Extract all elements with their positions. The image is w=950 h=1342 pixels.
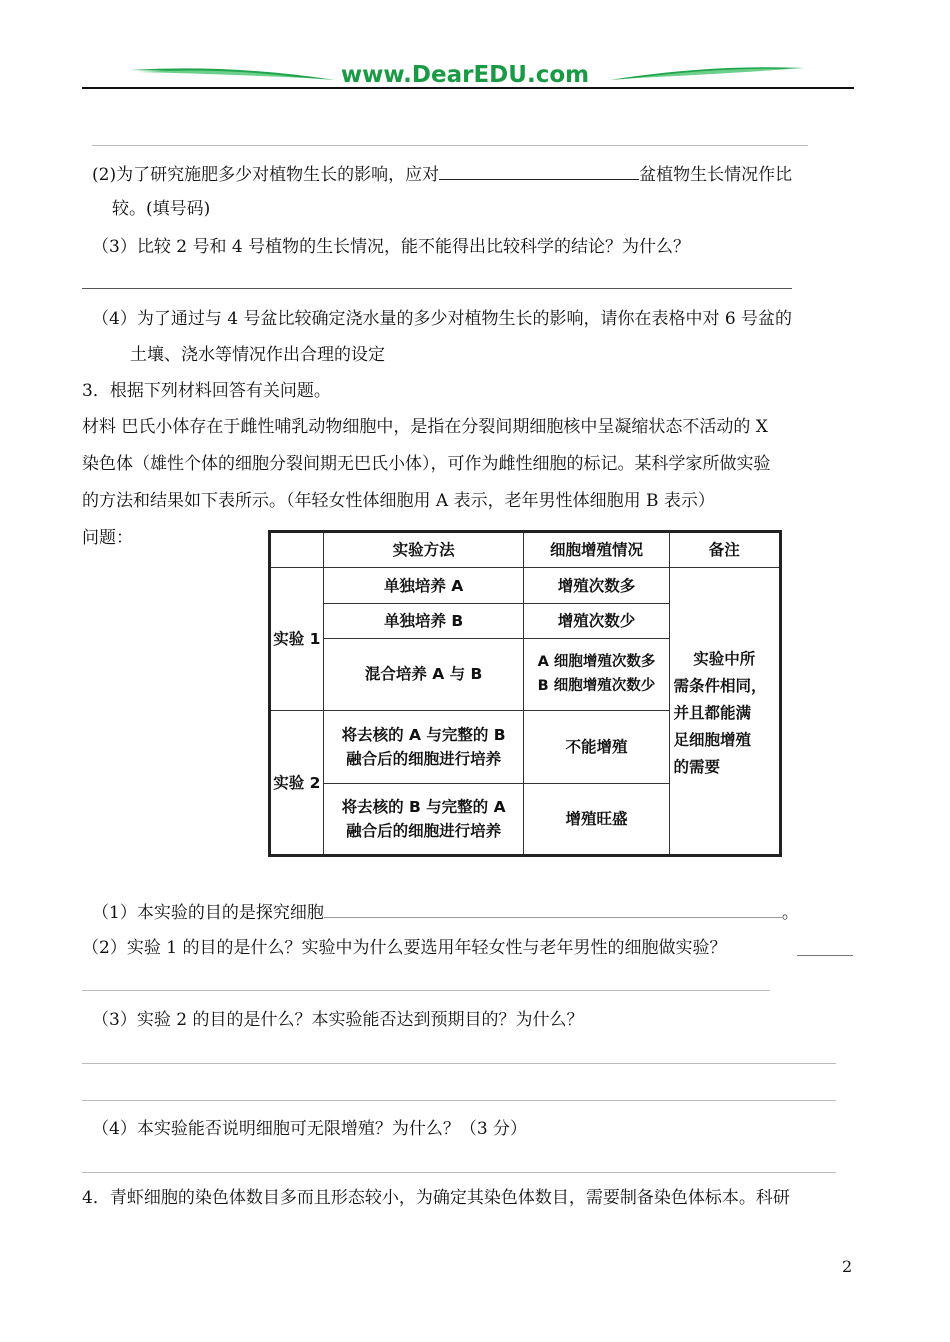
answer-line[interactable]: [82, 288, 792, 289]
q2-part2-cont: 较。(填号码): [112, 199, 211, 219]
method-line: 融合后的细胞进行培养: [346, 749, 502, 768]
table-cell-method: 混合培养 A 与 B: [323, 638, 524, 710]
method-line: 将去核的 B 与完整的 A: [341, 797, 506, 816]
answer-line[interactable]: [82, 990, 770, 991]
table-header-method: 实验方法: [323, 532, 524, 568]
q3-material-line2: 染色体（雄性个体的细胞分裂间期无巴氏小体），可作为雌性细胞的标记。某科学家所做实验: [82, 454, 771, 474]
answer-line[interactable]: [82, 1100, 836, 1101]
answer-line[interactable]: [82, 1172, 836, 1173]
experiment-table: [268, 530, 782, 857]
q2-part2-text-a: (2)为了研究施肥多少对植物生长的影响，应对: [92, 165, 440, 185]
table-cell-result: 增殖旺盛: [524, 783, 669, 855]
q3-material-line1: 材料 巴氏小体存在于雌性哺乳动物细胞中，是指在分裂间期细胞核中呈凝缩状态不活动的 X: [82, 417, 768, 437]
q3-title: 3．根据下列材料回答有关问题。: [82, 381, 331, 401]
table-cell-method: [323, 783, 524, 855]
table-header-note: 备注: [669, 532, 781, 568]
exp2-label: 实验 2: [270, 711, 324, 856]
page-number: 2: [842, 1257, 853, 1276]
note-line: 实验中所: [693, 650, 756, 669]
q2-part4-line2: 土壤、浇水等情况作出合理的设定: [130, 345, 385, 365]
q3-sub1-end: 。: [781, 903, 799, 923]
q2-part3: （3）比较 2 号和 4 号植物的生长情况，能不能得出比较科学的结论？为什么？: [92, 237, 691, 257]
q2-part2-blank[interactable]: [439, 161, 639, 180]
table-cell-result: 增殖次数少: [524, 604, 669, 638]
q2-part2-line: [92, 161, 792, 186]
q2-part4-line1: （4）为了通过与 4 号盆比较确定浇水量的多少对植物生长的影响，请你在表格中对 6 号盆的: [92, 309, 793, 329]
result-line: B 细胞增殖次数少: [537, 678, 656, 695]
answer-line[interactable]: [82, 1063, 836, 1064]
q3-material-line3: 的方法和结果如下表所示。（年轻女性体细胞用 A 表示，老年男性体细胞用 B 表示）: [82, 491, 715, 511]
site-name: www.DearEDU.com: [340, 62, 590, 88]
q3-sub4: （4）本实验能否说明细胞可无限增殖？为什么？（3 分）: [92, 1119, 528, 1139]
table-cell-method: 单独培养 B: [323, 604, 524, 638]
q3-sub1-line: [92, 899, 799, 924]
note-line: 并且都能满: [673, 704, 752, 723]
q3-question-label: 问题：: [82, 528, 133, 548]
table-cell-method: 单独培养 A: [323, 568, 524, 604]
note-line: 的需要: [673, 758, 721, 777]
header-rule: [82, 87, 854, 89]
q3-sub1-blank[interactable]: [324, 899, 782, 918]
table-header-blank: [270, 532, 324, 568]
method-line: 将去核的 A 与完整的 B: [341, 725, 506, 744]
result-line: A 细胞增殖次数多: [537, 654, 656, 671]
q4-text: 4．青虾细胞的染色体数目多而且形态较小，为确定其染色体数目，需要制备染色体标本。科研: [82, 1188, 790, 1208]
table-cell-result: [524, 638, 669, 710]
note-line: 需条件相同，: [673, 677, 767, 696]
method-line: 融合后的细胞进行培养: [346, 821, 502, 840]
table-cell-result: 增殖次数多: [524, 568, 669, 604]
q2-part2-text-b: 盆植物生长情况作比: [639, 165, 793, 185]
answer-line: [92, 145, 808, 146]
q3-sub3: （3）实验 2 的目的是什么？本实验能否达到预期目的？为什么？: [92, 1010, 584, 1030]
table-header-result: 细胞增殖情况: [524, 532, 669, 568]
q3-sub1-text: （1）本实验的目的是探究细胞: [92, 903, 324, 923]
table-note: [669, 568, 781, 856]
table-cell-method: [323, 711, 524, 783]
note-line: 足细胞增殖: [673, 731, 752, 750]
exp1-label: 实验 1: [270, 568, 324, 711]
header-logo: [120, 58, 810, 90]
q3-sub2: （2）实验 1 的目的是什么？实验中为什么要选用年轻女性与老年男性的细胞做实验？: [82, 938, 727, 958]
table-cell-result: 不能增殖: [524, 711, 669, 783]
answer-line[interactable]: [797, 955, 853, 956]
